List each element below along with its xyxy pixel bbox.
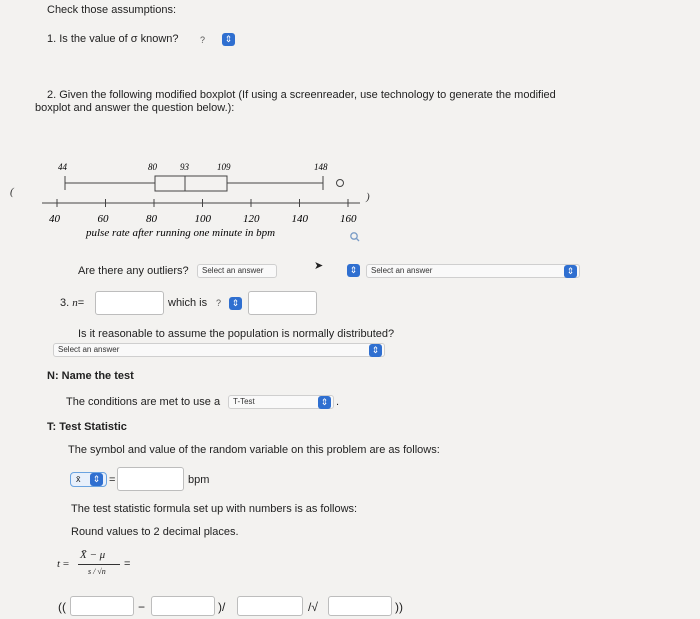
minus-sign: − [138, 600, 146, 614]
label-44: 44 [58, 162, 67, 172]
which-is-label: which is [168, 297, 208, 309]
normality-question: Is it reasonable to assume the population is normally distributed? [78, 328, 395, 340]
chevron-updown-icon[interactable]: ⇕ [564, 265, 577, 278]
cursor-arrow-icon: ➤ [314, 260, 324, 272]
chevron-updown-icon[interactable]: ⇕ [90, 473, 103, 486]
which-is-select[interactable] [229, 297, 242, 310]
outliers-select[interactable]: Select an answer [197, 264, 277, 278]
round-text: Round values to 2 decimal places. [71, 526, 239, 538]
axis-tick-label: 80 [146, 213, 157, 225]
svg-text:(: ( [10, 186, 14, 198]
section-header: Check those assumptions: [47, 4, 177, 16]
label-109: 109 [217, 162, 231, 172]
axis-tick-label: 100 [194, 213, 211, 225]
axis-tick-label: 160 [340, 213, 357, 225]
symbol-select[interactable] [70, 472, 107, 487]
label-93: 93 [180, 162, 189, 172]
paren-open: (( [58, 600, 66, 614]
test-type-value: T-Test [233, 397, 255, 406]
symbol-select-value: x̄ [76, 474, 81, 484]
box [155, 176, 227, 191]
q3-prefix: 3. n= [60, 297, 85, 309]
test-stat-heading: T: Test Statistic [47, 421, 127, 433]
xbar-input[interactable] [70, 596, 134, 616]
n-input[interactable] [95, 291, 164, 315]
div-sqrt: /√ [308, 600, 318, 614]
which-is-input[interactable] [248, 291, 317, 315]
symbol-eq: = [109, 474, 116, 486]
svg-text:): ) [366, 191, 370, 203]
formula-denominator: s / √n [88, 567, 106, 576]
s-input[interactable] [237, 596, 303, 616]
paren-close: )) [395, 600, 403, 614]
axis-tick-label: 40 [49, 213, 60, 225]
outliers-question: Are there any outliers? [78, 265, 189, 277]
modified-boxplot [0, 150, 420, 250]
name-test-heading: N: Name the test [47, 370, 134, 382]
question-1: 1. Is the value of σ known? [47, 33, 179, 45]
test-stat-text: The symbol and value of the random variable on this problem are as follows: [68, 444, 440, 456]
search-icon [351, 233, 359, 241]
outlier-point [337, 180, 344, 187]
name-test-text: The conditions are met to use a [66, 396, 221, 408]
q1-select[interactable] [222, 33, 235, 46]
right-answer-select[interactable] [366, 264, 580, 278]
formula-trail-eq: = [124, 558, 131, 570]
axis-tick-label: 120 [243, 213, 260, 225]
question-2-line2: boxplot and answer the question below.): [35, 102, 235, 114]
formula-numerator: X̄ − μ [80, 549, 106, 561]
question-2-line1: 2. Given the following modified boxplot (If using a screenreader, use technology to generate the modified [47, 89, 556, 101]
label-80: 80 [148, 162, 157, 172]
period: . [336, 396, 340, 408]
chevron-updown-icon[interactable]: ⇕ [369, 344, 382, 357]
right-select-text: Select an answer [371, 266, 433, 275]
chevron-updown-icon[interactable]: ⇕ [222, 33, 235, 46]
normality-select[interactable] [53, 343, 385, 357]
chevron-updown-icon[interactable]: ⇕ [229, 297, 242, 310]
label-148: 148 [314, 162, 328, 172]
unit-label: bpm [188, 474, 210, 486]
symbol-value-input[interactable] [117, 467, 184, 491]
test-type-select[interactable] [228, 395, 334, 409]
right-select-icon[interactable]: ⇕ [347, 264, 360, 277]
axis-tick-label: 60 [97, 213, 109, 225]
n-sqrt-input[interactable] [328, 596, 392, 616]
q1-select-value[interactable]: ? [200, 35, 206, 45]
formula-t: t = [57, 558, 70, 570]
formula-text: The test statistic formula set up with numbers is as follows: [71, 503, 358, 515]
which-is-select-value[interactable]: ? [216, 298, 222, 308]
axis-tick-label: 140 [291, 213, 308, 225]
chevron-updown-icon[interactable]: ⇕ [318, 396, 331, 409]
mu-input[interactable] [151, 596, 215, 616]
fraction-bar [78, 564, 120, 565]
close-div: )/ [218, 600, 226, 614]
x-axis-label: pulse rate after running one minute in bpm [86, 227, 276, 239]
normality-select-text: Select an answer [58, 345, 120, 354]
